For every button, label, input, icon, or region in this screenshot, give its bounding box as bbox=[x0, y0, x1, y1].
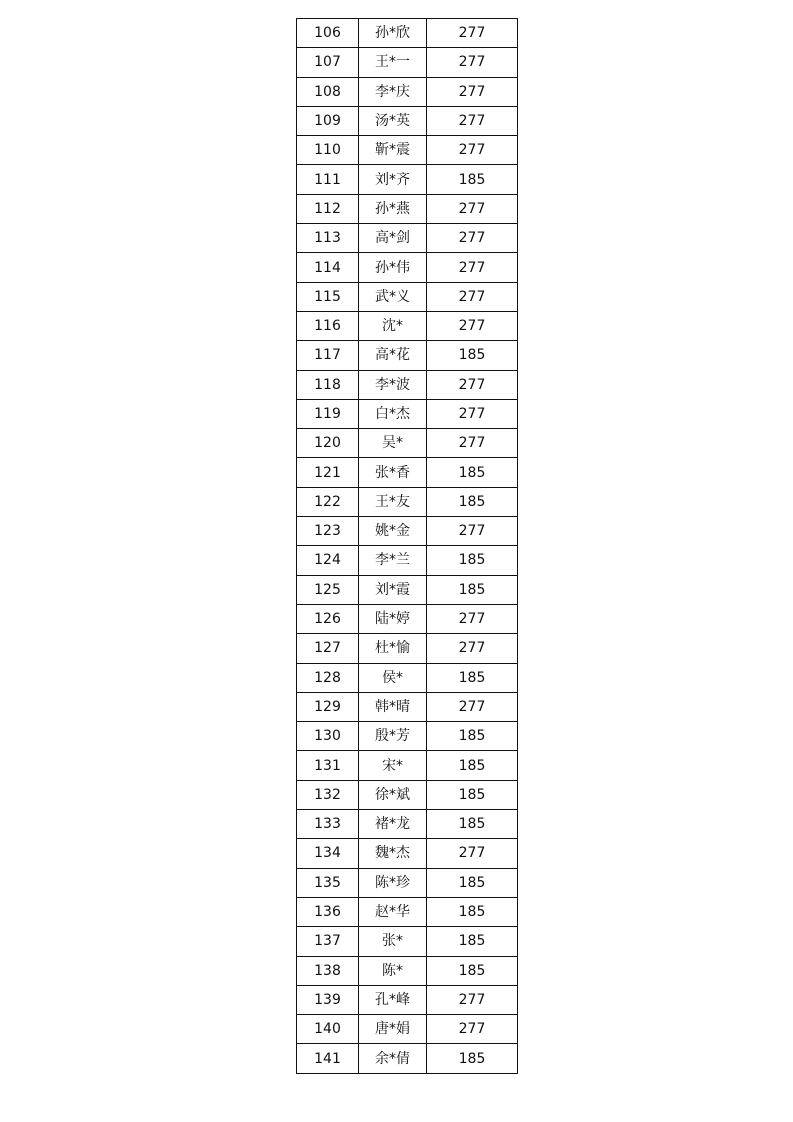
table-row bbox=[297, 897, 518, 926]
name-cell: 孙*燕 bbox=[359, 194, 427, 223]
table-row bbox=[297, 751, 518, 780]
name-cell: 孔*峰 bbox=[359, 985, 427, 1014]
amount-cell: 277 bbox=[427, 136, 518, 165]
name-cell: 余*倩 bbox=[359, 1044, 427, 1073]
amount-cell: 277 bbox=[427, 311, 518, 340]
amount-cell: 277 bbox=[427, 839, 518, 868]
table-row bbox=[297, 839, 518, 868]
row-number-cell: 115 bbox=[297, 282, 359, 311]
name-cell: 刘*霞 bbox=[359, 575, 427, 604]
name-cell: 张* bbox=[359, 927, 427, 956]
row-number-cell: 111 bbox=[297, 165, 359, 194]
table-row bbox=[297, 810, 518, 839]
amount-cell: 185 bbox=[427, 722, 518, 751]
amount-cell: 185 bbox=[427, 663, 518, 692]
row-number-cell: 120 bbox=[297, 429, 359, 458]
amount-cell: 277 bbox=[427, 282, 518, 311]
amount-cell: 185 bbox=[427, 868, 518, 897]
row-number-cell: 134 bbox=[297, 839, 359, 868]
name-cell: 姚*金 bbox=[359, 517, 427, 546]
row-number-cell: 131 bbox=[297, 751, 359, 780]
name-cell: 徐*斌 bbox=[359, 780, 427, 809]
amount-cell: 277 bbox=[427, 253, 518, 282]
table-row bbox=[297, 692, 518, 721]
name-cell: 李*兰 bbox=[359, 546, 427, 575]
table-row bbox=[297, 458, 518, 487]
row-number-cell: 136 bbox=[297, 897, 359, 926]
row-number-cell: 125 bbox=[297, 575, 359, 604]
amount-cell: 185 bbox=[427, 487, 518, 516]
row-number-cell: 112 bbox=[297, 194, 359, 223]
table-row bbox=[297, 341, 518, 370]
table-row bbox=[297, 429, 518, 458]
row-number-cell: 127 bbox=[297, 634, 359, 663]
amount-cell: 185 bbox=[427, 341, 518, 370]
amount-cell: 185 bbox=[427, 751, 518, 780]
row-number-cell: 119 bbox=[297, 399, 359, 428]
table-row bbox=[297, 136, 518, 165]
row-number-cell: 122 bbox=[297, 487, 359, 516]
table-row bbox=[297, 165, 518, 194]
row-number-cell: 138 bbox=[297, 956, 359, 985]
table-row bbox=[297, 194, 518, 223]
table-row bbox=[297, 77, 518, 106]
table-row bbox=[297, 780, 518, 809]
table-row bbox=[297, 1044, 518, 1073]
row-number-cell: 132 bbox=[297, 780, 359, 809]
name-cell: 王*一 bbox=[359, 48, 427, 77]
name-cell: 侯* bbox=[359, 663, 427, 692]
table-row bbox=[297, 956, 518, 985]
table-row bbox=[297, 399, 518, 428]
name-cell: 陈* bbox=[359, 956, 427, 985]
table-row bbox=[297, 927, 518, 956]
row-number-cell: 109 bbox=[297, 106, 359, 135]
name-cell: 吴* bbox=[359, 429, 427, 458]
amount-cell: 185 bbox=[427, 546, 518, 575]
amount-cell: 185 bbox=[427, 780, 518, 809]
row-number-cell: 113 bbox=[297, 224, 359, 253]
name-cell: 殷*芳 bbox=[359, 722, 427, 751]
table-row bbox=[297, 253, 518, 282]
row-number-cell: 110 bbox=[297, 136, 359, 165]
name-cell: 高*剑 bbox=[359, 224, 427, 253]
roster-table bbox=[296, 18, 518, 1074]
amount-cell: 277 bbox=[427, 692, 518, 721]
amount-cell: 185 bbox=[427, 1044, 518, 1073]
row-number-cell: 130 bbox=[297, 722, 359, 751]
row-number-cell: 133 bbox=[297, 810, 359, 839]
table-row bbox=[297, 487, 518, 516]
name-cell: 王*友 bbox=[359, 487, 427, 516]
table-row bbox=[297, 282, 518, 311]
amount-cell: 277 bbox=[427, 224, 518, 253]
name-cell: 刘*齐 bbox=[359, 165, 427, 194]
amount-cell: 277 bbox=[427, 370, 518, 399]
row-number-cell: 126 bbox=[297, 604, 359, 633]
name-cell: 汤*英 bbox=[359, 106, 427, 135]
amount-cell: 277 bbox=[427, 48, 518, 77]
name-cell: 赵*华 bbox=[359, 897, 427, 926]
name-cell: 魏*杰 bbox=[359, 839, 427, 868]
amount-cell: 185 bbox=[427, 810, 518, 839]
name-cell: 靳*震 bbox=[359, 136, 427, 165]
amount-cell: 277 bbox=[427, 399, 518, 428]
row-number-cell: 108 bbox=[297, 77, 359, 106]
row-number-cell: 114 bbox=[297, 253, 359, 282]
name-cell: 唐*娟 bbox=[359, 1015, 427, 1044]
name-cell: 韩*晴 bbox=[359, 692, 427, 721]
name-cell: 孙*欣 bbox=[359, 19, 427, 48]
amount-cell: 185 bbox=[427, 927, 518, 956]
name-cell: 杜*愉 bbox=[359, 634, 427, 663]
table-row bbox=[297, 224, 518, 253]
amount-cell: 185 bbox=[427, 165, 518, 194]
name-cell: 陆*婷 bbox=[359, 604, 427, 633]
name-cell: 孙*伟 bbox=[359, 253, 427, 282]
table-row bbox=[297, 370, 518, 399]
name-cell: 陈*珍 bbox=[359, 868, 427, 897]
name-cell: 李*波 bbox=[359, 370, 427, 399]
row-number-cell: 124 bbox=[297, 546, 359, 575]
amount-cell: 277 bbox=[427, 19, 518, 48]
table-row bbox=[297, 634, 518, 663]
name-cell: 宋* bbox=[359, 751, 427, 780]
amount-cell: 277 bbox=[427, 106, 518, 135]
table-row bbox=[297, 19, 518, 48]
row-number-cell: 107 bbox=[297, 48, 359, 77]
table-row bbox=[297, 48, 518, 77]
table-row bbox=[297, 575, 518, 604]
amount-cell: 277 bbox=[427, 429, 518, 458]
table-row bbox=[297, 1015, 518, 1044]
amount-cell: 185 bbox=[427, 458, 518, 487]
row-number-cell: 128 bbox=[297, 663, 359, 692]
row-number-cell: 137 bbox=[297, 927, 359, 956]
row-number-cell: 106 bbox=[297, 19, 359, 48]
amount-cell: 277 bbox=[427, 77, 518, 106]
amount-cell: 185 bbox=[427, 956, 518, 985]
amount-cell: 185 bbox=[427, 575, 518, 604]
row-number-cell: 135 bbox=[297, 868, 359, 897]
name-cell: 褚*龙 bbox=[359, 810, 427, 839]
table-row bbox=[297, 517, 518, 546]
amount-cell: 277 bbox=[427, 604, 518, 633]
table-row bbox=[297, 604, 518, 633]
row-number-cell: 139 bbox=[297, 985, 359, 1014]
row-number-cell: 118 bbox=[297, 370, 359, 399]
amount-cell: 185 bbox=[427, 897, 518, 926]
amount-cell: 277 bbox=[427, 1015, 518, 1044]
row-number-cell: 140 bbox=[297, 1015, 359, 1044]
row-number-cell: 141 bbox=[297, 1044, 359, 1073]
amount-cell: 277 bbox=[427, 985, 518, 1014]
table-row bbox=[297, 546, 518, 575]
table-row bbox=[297, 663, 518, 692]
roster-table-body bbox=[297, 19, 518, 1074]
row-number-cell: 121 bbox=[297, 458, 359, 487]
table-row bbox=[297, 311, 518, 340]
table-row bbox=[297, 106, 518, 135]
table-row bbox=[297, 868, 518, 897]
row-number-cell: 123 bbox=[297, 517, 359, 546]
row-number-cell: 116 bbox=[297, 311, 359, 340]
name-cell: 白*杰 bbox=[359, 399, 427, 428]
name-cell: 沈* bbox=[359, 311, 427, 340]
table-row bbox=[297, 985, 518, 1014]
name-cell: 张*香 bbox=[359, 458, 427, 487]
table-row bbox=[297, 722, 518, 751]
name-cell: 武*义 bbox=[359, 282, 427, 311]
amount-cell: 277 bbox=[427, 194, 518, 223]
amount-cell: 277 bbox=[427, 517, 518, 546]
amount-cell: 277 bbox=[427, 634, 518, 663]
row-number-cell: 117 bbox=[297, 341, 359, 370]
row-number-cell: 129 bbox=[297, 692, 359, 721]
name-cell: 高*花 bbox=[359, 341, 427, 370]
name-cell: 李*庆 bbox=[359, 77, 427, 106]
